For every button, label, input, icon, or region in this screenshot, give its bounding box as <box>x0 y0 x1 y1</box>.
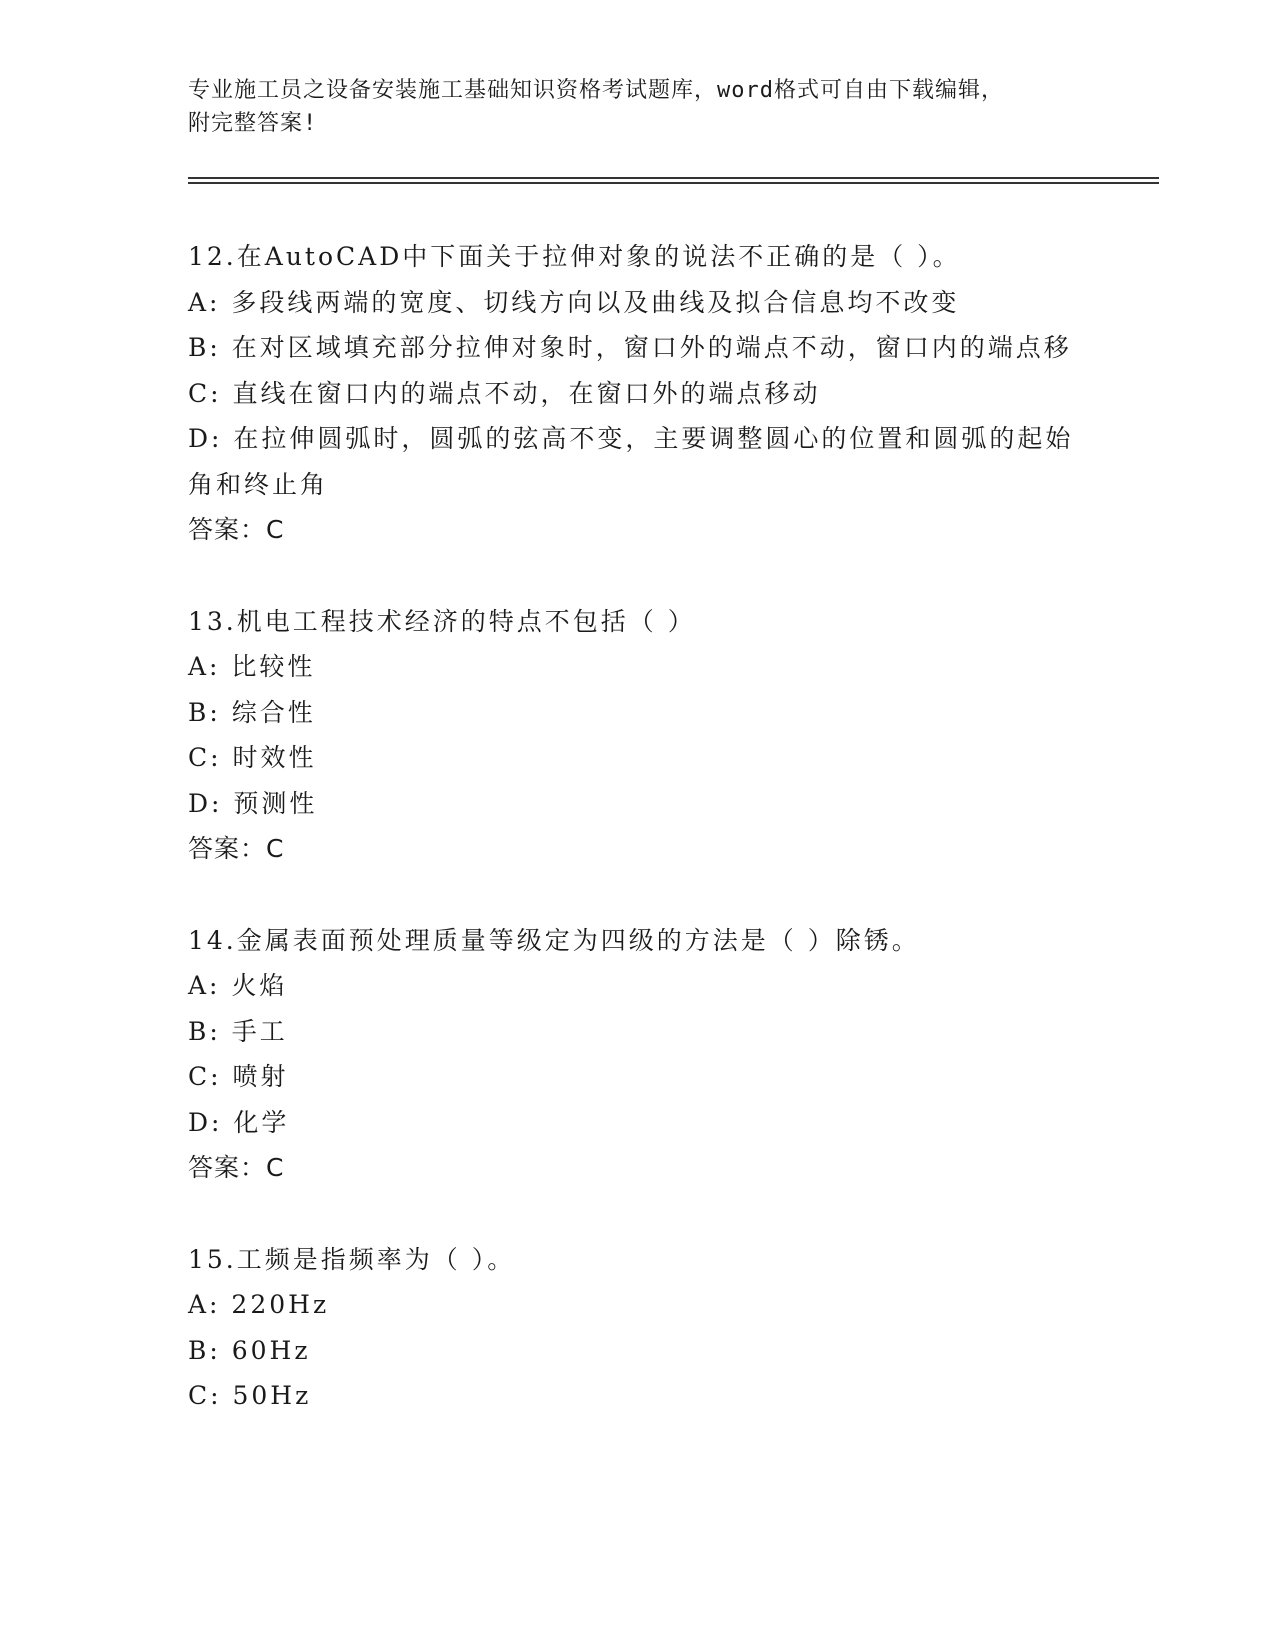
question-list <box>188 234 1088 1465</box>
option-c: C: 时效性 <box>188 743 317 772</box>
answer: 答案：C <box>188 1153 285 1182</box>
answer: 答案：C <box>188 834 285 863</box>
option-c: C: 50Hz <box>188 1381 312 1410</box>
header-divider-top <box>188 177 1159 179</box>
question-stem: 13.机电工程技术经济的特点不包括（ ） <box>188 606 696 636</box>
option-b: B: 手工 <box>188 1016 288 1046</box>
question-stem: 12.在AutoCAD中下面关于拉伸对象的说法不正确的是（ ）。 <box>188 242 961 271</box>
question-12 <box>188 234 1088 553</box>
option-c: C: 喷射 <box>188 1062 289 1091</box>
question-13 <box>188 599 1088 872</box>
header-line-1: 专业施工员之设备安装施工基础知识资格考试题库，word格式可自由下载编辑， <box>188 78 1004 103</box>
option-a: A: 比较性 <box>188 652 316 681</box>
option-d: D: 在拉伸圆弧时，圆弧的弦高不变，主要调整圆心的位置和圆弧的起始角和终止角 <box>188 424 1074 499</box>
header-divider-bottom <box>188 182 1159 184</box>
option-a: A: 多段线两端的宽度、切线方向以及曲线及拟合信息均不改变 <box>188 287 960 317</box>
option-d: D: 化学 <box>188 1107 290 1137</box>
option-c: C: 直线在窗口内的端点不动，在窗口外的端点移动 <box>188 378 821 408</box>
option-a: A: 220Hz <box>188 1290 330 1319</box>
header-line-2: 附完整答案! <box>188 111 318 136</box>
question-14 <box>188 918 1088 1191</box>
answer: 答案：C <box>188 515 285 544</box>
question-15 <box>188 1237 1088 1419</box>
option-a: A: 火焰 <box>188 971 288 1000</box>
question-stem: 15.工频是指频率为（ ）。 <box>188 1244 516 1274</box>
option-d: D: 预测性 <box>188 788 318 818</box>
option-b: B: 在对区域填充部分拉伸对象时，窗口外的端点不动，窗口内的端点移 <box>188 333 1072 362</box>
question-stem: 14.金属表面预处理质量等级定为四级的方法是（ ）除锈。 <box>188 925 920 955</box>
option-b: B: 综合性 <box>188 697 316 727</box>
document-header <box>188 74 1088 140</box>
option-b: B: 60Hz <box>188 1335 311 1365</box>
